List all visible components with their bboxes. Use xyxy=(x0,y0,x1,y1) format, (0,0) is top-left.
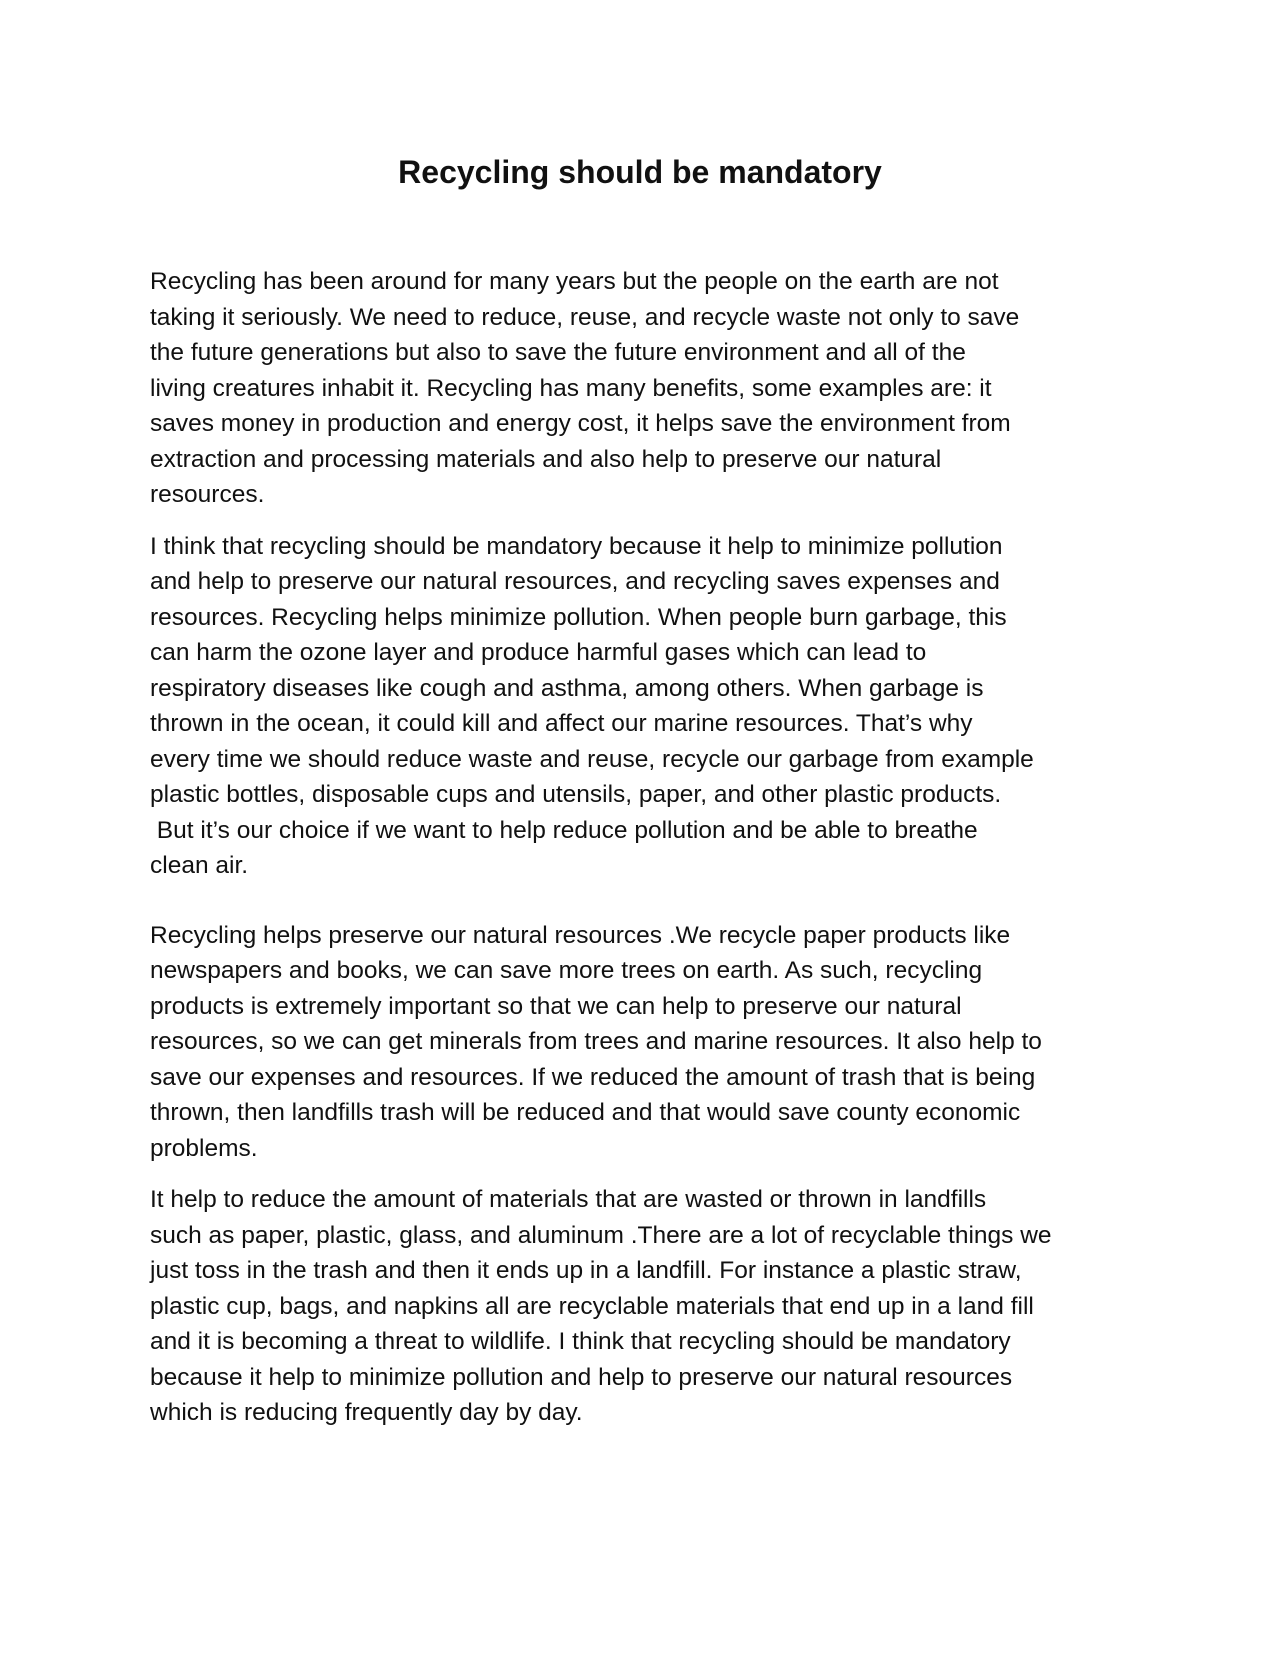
document-title: Recycling should be mandatory xyxy=(398,154,882,190)
text-line: thrown in the ocean, it could kill and affect our marine resources. That’s why xyxy=(150,710,973,737)
paragraph-natural-resources xyxy=(150,918,1135,1167)
text-line: Recycling has been around for many years but the people on the earth are not xyxy=(150,268,999,295)
text-line: newspapers and books, we can save more trees on earth. As such, recycling xyxy=(150,957,983,984)
text-line: resources. Recycling helps minimize pollution. When people burn garbage, this xyxy=(150,603,1007,631)
text-line: resources, so we can get minerals from trees and marine resources. It also help to xyxy=(150,1028,1042,1055)
text-line: just toss in the trash and then it ends up in a landfill. For instance a plastic straw, xyxy=(150,1257,1022,1284)
text-line: respiratory diseases like cough and asthma, among others. When garbage is xyxy=(150,674,984,702)
text-line: problems. xyxy=(150,1134,258,1162)
paragraph-pollution xyxy=(150,529,1135,884)
paragraph-landfills xyxy=(150,1182,1135,1431)
text-line: extraction and processing materials and also help to preserve our natural xyxy=(150,445,942,473)
document-body xyxy=(150,264,1135,1447)
text-line: the future generations but also to save the future environment and all of the xyxy=(150,339,966,366)
text-line: products is extremely important so that we can help to preserve our natural xyxy=(150,992,962,1020)
text-line: plastic cup, bags, and napkins all are recyclable materials that end up in a land fill xyxy=(150,1292,1034,1320)
text-line: I think that recycling should be mandatory because it help to minimize pollution xyxy=(150,532,1003,560)
text-line: plastic bottles, disposable cups and utensils, paper, and other plastic products. xyxy=(150,781,1002,808)
text-line: which is reducing frequently day by day. xyxy=(150,1399,583,1426)
text-line: and it is becoming a threat to wildlife. I think that recycling should be mandatory xyxy=(150,1328,1011,1355)
text-line: thrown, then landfills trash will be reduced and that would save county economic xyxy=(150,1099,1021,1126)
text-line: taking it seriously. We need to reduce, reuse, and recycle waste not only to save xyxy=(150,303,1020,331)
text-line: save our expenses and resources. If we reduced the amount of trash that is being xyxy=(150,1063,1036,1091)
text-line: such as paper, plastic, glass, and aluminum .There are a lot of recyclable things we xyxy=(150,1221,1052,1249)
paragraph-intro xyxy=(150,264,1135,513)
text-line: saves money in production and energy cost, it helps save the environment from xyxy=(150,410,1011,437)
text-line: and help to preserve our natural resources, and recycling saves expenses and xyxy=(150,568,1000,595)
text-line: because it help to minimize pollution and help to preserve our natural resources xyxy=(150,1363,1013,1391)
text-line: But it’s our choice if we want to help reduce pollution and be able to breathe xyxy=(150,816,978,844)
text-line: living creatures inhabit it. Recycling has many benefits, some examples are: it xyxy=(150,374,992,402)
text-line: It help to reduce the amount of materials that are wasted or thrown in landfills xyxy=(150,1186,987,1213)
text-line: clean air. xyxy=(150,852,249,879)
text-line: every time we should reduce waste and reuse, recycle our garbage from example xyxy=(150,745,1034,773)
text-line: Recycling helps preserve our natural resources .We recycle paper products like xyxy=(150,921,1011,949)
text-line: can harm the ozone layer and produce harmful gases which can lead to xyxy=(150,639,927,666)
text-line: resources. xyxy=(150,481,265,508)
